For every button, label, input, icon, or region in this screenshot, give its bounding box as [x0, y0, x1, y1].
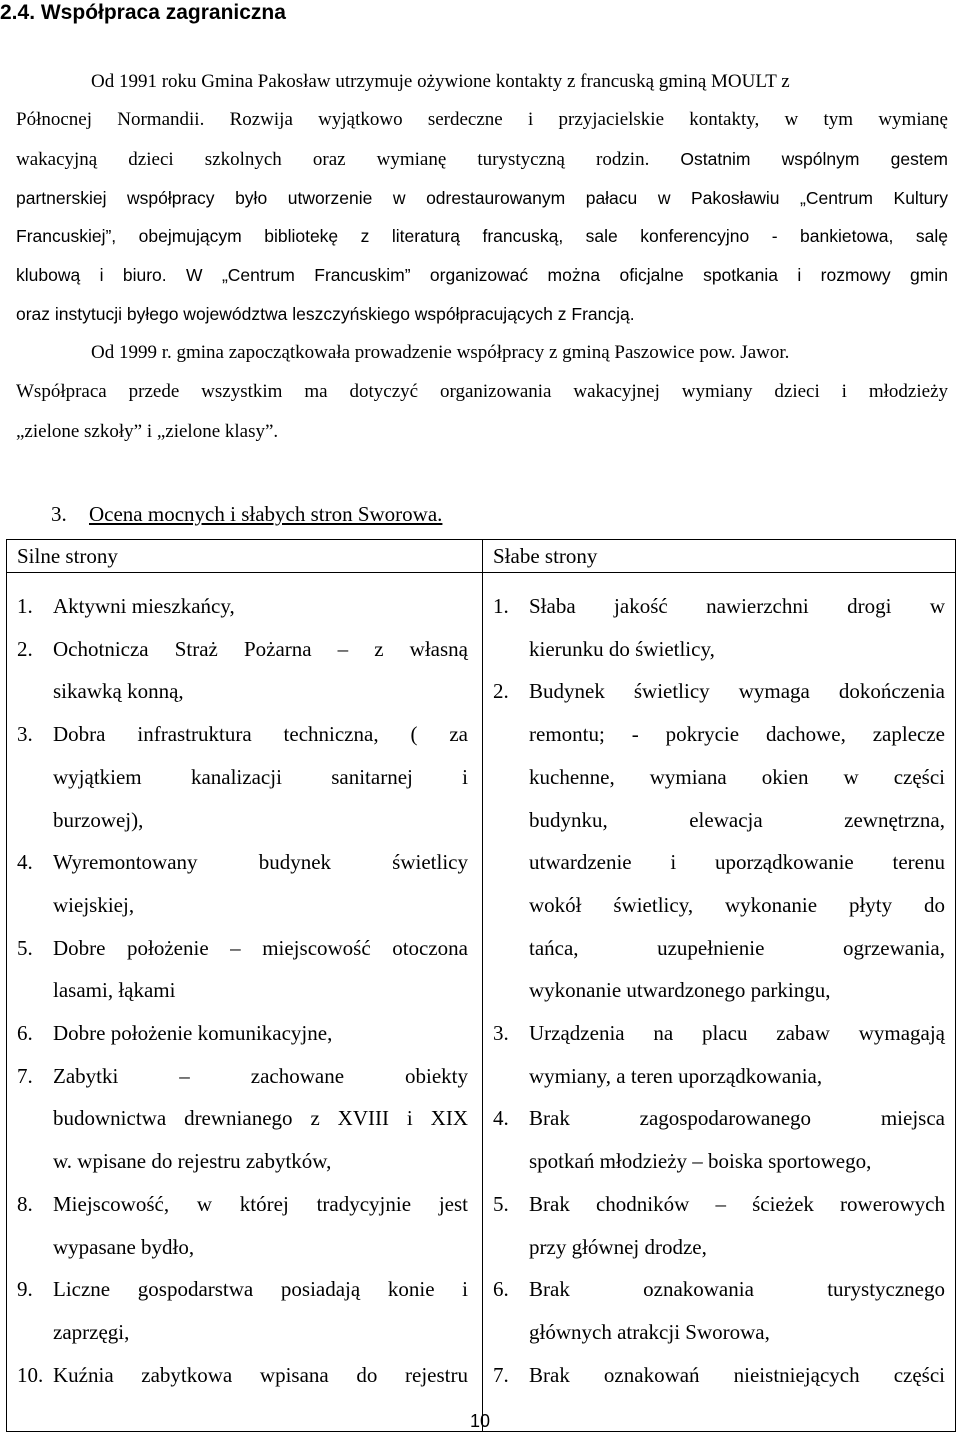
list-number: 3.	[17, 722, 33, 747]
list-text: Zabytki – zachowane obiekty	[53, 1063, 468, 1088]
list-text: wiejskiej,	[53, 892, 135, 917]
paragraph-line: Współpraca przede wszystkim ma dotyczyć organizowania wakacyjnej wymiany dzieci i młodzieży	[16, 381, 948, 402]
list-text: Budynek świetlicy wymaga dokończenia	[529, 679, 945, 704]
list-text: Brak oznakowania turystycznego	[529, 1277, 945, 1302]
weaknesses-cell	[483, 573, 956, 1432]
list-number: 6.	[493, 1277, 509, 1302]
list-text: Aktywni mieszkańcy,	[53, 594, 235, 618]
list-number: 2.	[493, 679, 509, 704]
paragraph-line	[16, 147, 948, 172]
list-text: Dobre położenie – miejscowość otoczona	[53, 935, 468, 960]
section-3-heading	[51, 500, 442, 528]
list-text: wokół świetlicy, wykonanie płyty do	[529, 892, 945, 917]
list-text: Liczne gospodarstwa posiadają konie i	[53, 1277, 468, 1302]
list-number: 7.	[493, 1362, 509, 1387]
list-number: 9.	[17, 1277, 33, 1302]
list-text: burzowej),	[53, 807, 144, 832]
list-number: 7.	[17, 1063, 33, 1088]
list-text: przy głównej drodze,	[529, 1234, 707, 1259]
list-number: 6.	[17, 1021, 33, 1045]
list-text: utwardzenie i uporządkowanie terenu	[529, 850, 945, 875]
list-text: głównych atrakcji Sworowa,	[529, 1319, 770, 1344]
paragraph-line: Od 1999 r. gmina zapoczątkowała prowadzenie współpracy z gminą Paszowice pow. Jawor.	[91, 342, 790, 363]
list-text: tańca, uzupełnienie ogrzewania,	[529, 935, 945, 960]
paragraph-line: Północnej Normandii. Rozwija wyjątkowo serdeczne i przyjacielskie kontakty, w tym wymianę	[16, 109, 948, 130]
list-text: Urządzenia na placu zabaw wymagają	[529, 1021, 945, 1045]
list-number: 4.	[493, 1106, 509, 1131]
list-text: Kuźnia zabytkowa wpisana do rejestru	[53, 1362, 468, 1387]
list-number: 5.	[493, 1191, 509, 1216]
list-text: budownictwa drewnianego z XVIII i XIX	[53, 1106, 468, 1131]
list-number: 1.	[17, 594, 33, 618]
strengths-cell	[7, 573, 483, 1432]
list-text: wykonanie utwardzonego parkingu,	[529, 978, 831, 1003]
list-text: w. wpisane do rejestru zabytków,	[53, 1149, 332, 1174]
weaknesses-header-cell	[483, 540, 956, 573]
list-text: Dobre położenie komunikacyjne,	[53, 1021, 333, 1045]
list-text: remontu; - pokrycie dachowe, zaplecze	[529, 722, 945, 747]
swot-table	[6, 539, 956, 1432]
section-3-number: 3.	[51, 502, 67, 526]
list-text: kierunku do świetlicy,	[529, 636, 715, 661]
list-text: kuchenne, wymiana okien w części	[529, 764, 945, 789]
list-number: 8.	[17, 1191, 33, 1216]
list-text: Dobra infrastruktura techniczna, ( za	[53, 722, 468, 747]
list-text: sikawką konną,	[53, 679, 184, 704]
paragraph-line: Od 1991 roku Gmina Pakosław utrzymuje ożywione kontakty z francuską gminą MOULT z	[91, 71, 790, 92]
list-text: wyjątkiem kanalizacji sanitarnej i	[53, 764, 468, 789]
paragraph-line-sans-part: Ostatnim wspólnym gestem	[680, 149, 948, 169]
list-text: zaprzęgi,	[53, 1319, 130, 1344]
list-text: Brak zagospodarowanego miejsca	[529, 1106, 945, 1131]
list-number: 5.	[17, 935, 33, 960]
list-text: Miejscowość, w której tradycyjnie jest	[53, 1191, 468, 1216]
list-number: 4.	[17, 850, 33, 875]
list-text: wypasane bydło,	[53, 1234, 195, 1259]
weaknesses-header: Słabe strony	[493, 544, 598, 568]
page-number: 10	[470, 1411, 491, 1431]
list-text: Ochotnicza Straż Pożarna – z własną	[53, 636, 468, 661]
list-text: budynku, elewacja zewnętrzna,	[529, 807, 945, 832]
list-number: 3.	[493, 1021, 509, 1045]
weaknesses-list	[483, 573, 955, 1431]
section-3-title: Ocena mocnych i słabych stron Sworowa.	[89, 502, 443, 526]
list-number: 2.	[17, 636, 33, 661]
paragraph-line: Francuskiej”, obejmującym bibliotekę z literaturą francuską, sale konferencyjno - bankietowa, salę	[16, 226, 948, 246]
list-text: lasami, łąkami	[53, 978, 176, 1003]
paragraph-line: partnerskiej współpracy było utworzenie w odrestaurowanym pałacu w Pakosławiu „Centrum Kultury	[16, 188, 948, 208]
strengths-list	[7, 573, 482, 1431]
section-heading: 2.4. Współpraca zagraniczna	[0, 1, 286, 24]
paragraph-line: klubową i biuro. W „Centrum Francuskim” organizować można oficjalne spotkania i rozmowy gmin	[16, 265, 948, 285]
list-number: 10.	[17, 1362, 44, 1387]
paragraph-line: „zielone szkoły” i „zielone klasy”.	[16, 421, 279, 442]
list-text: Słaba jakość nawierzchni drogi w	[529, 594, 945, 618]
paragraph-line: oraz instytucji byłego województwa leszczyńskiego współpracujących z Francją.	[16, 304, 635, 324]
paragraph-line-serif-part: wakacyjną dzieci szkolnych oraz wymianę turystyczną rodzin.	[16, 149, 681, 170]
list-text: wymiany, a teren uporządkowania,	[529, 1063, 823, 1088]
list-number: 1.	[493, 594, 509, 618]
list-text: spotkań młodzieży – boiska sportowego,	[529, 1149, 872, 1174]
strengths-header-cell	[7, 540, 483, 573]
strengths-header: Silne strony	[17, 544, 118, 568]
list-text: Wyremontowany budynek świetlicy	[53, 850, 468, 875]
list-text: Brak oznakowań nieistniejących części	[529, 1362, 945, 1387]
list-text: Brak chodników – ścieżek rowerowych	[529, 1191, 945, 1216]
